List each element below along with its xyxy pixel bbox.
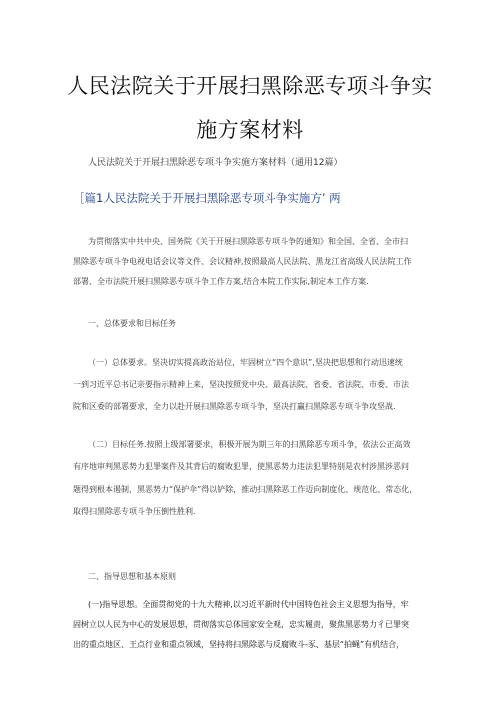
para2-line-4: 取得扫黑除恶专项斗争压倒性胜利. xyxy=(73,507,196,516)
para1-line-1: （一）总体要求。坚决切实提高政治站位，牢固树立“四个意识”,坚决把思想和行动迅速统 xyxy=(88,358,403,367)
para2-line-2: 有序地审判黑恶势力犯罪案件及其背后的腐败犯罪，使黑恶势力违法犯罪特别是农村涉黑涉恶问 xyxy=(73,462,409,471)
document-title-line-2: 施方案材料 xyxy=(196,118,304,142)
para3-line-3: 出的重点地区、王点行业和重点领域，坚持将扫黑除恶与反腐败斗-豕、基层“拍蝇”有机结合， xyxy=(73,640,405,649)
intro-line-3: 部署、全市法院开展扫黑除恶专项斗争工作方案,结合本院工作实际,制定本工作方案. xyxy=(73,277,369,286)
document-title-line-1: 人民法院关于开展扫黑除恶专项斗争实 xyxy=(67,74,433,98)
article-heading[interactable]: ［篇1人民法院关于开展扫黑除恶专项斗争实施方’ 两 xyxy=(73,191,341,205)
para3-line-1: (一)指导思想。全面贯彻党的十九大精神,以习近平新时代中国特色社会主义思想为指导，牢 xyxy=(88,600,409,609)
para1-line-2: 一到习近平总书记亲要指示精神上来，坚决按照党中央、最高法院、省委、省法院、市委、市法 xyxy=(73,380,409,389)
para2-line-1: （二）目标任务.按照上级部署要求，积极开展为期三年的扫黑除恶专项斗争，依法公正高效 xyxy=(88,440,411,449)
section-heading-2: 二、指导思想和基本原则 xyxy=(88,572,176,581)
intro-line-1: 为贯彻落实中共中央、国务院《关于开展扫黑除恶专项斗争的通知》和全国、全省、全市扫 xyxy=(88,237,408,246)
para2-line-3: 题得到根本遏制，黑恶势力“保护伞”得以铲除，推动扫黑除恶工作迈向制度化、规范化、常态化， xyxy=(73,485,418,494)
intro-line-2: 黑除恶专项斗争电视电话会议等文件、会议精神,按照最高人民法院、黑龙江省高级人民法院工作 xyxy=(73,257,412,266)
para1-line-3: 院和区委的部署要求，全力以赴开展扫黑除恶专项斗争，坚决打赢扫黑除恶专项斗争攻坚战. xyxy=(73,402,396,411)
document-subtitle: 人民法院关于开展扫黑除恶专项斗争实施方案材料（通用12篇） xyxy=(88,158,343,168)
section-heading-1: 一、总体要求和目标任务 xyxy=(88,319,176,328)
para3-line-2: 固树立以人民为中心的发展思想，贯彻落实总体国家安全观，忠实履责，聚焦黑恶势力彳已罪突 xyxy=(73,620,409,629)
